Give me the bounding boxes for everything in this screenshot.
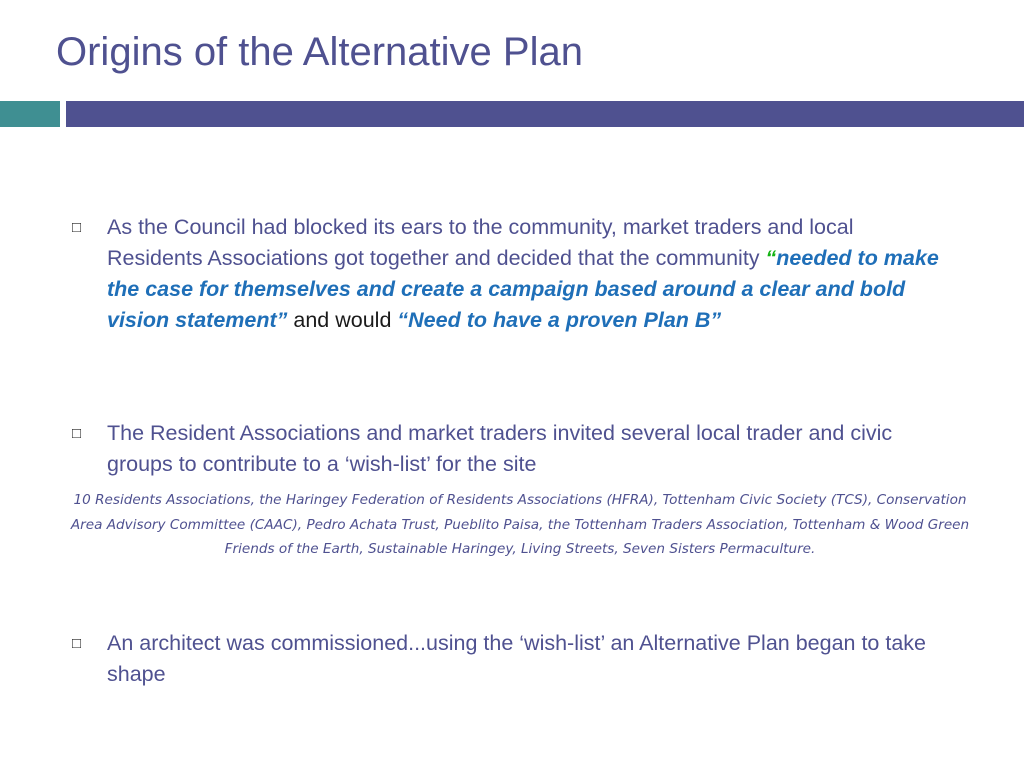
bullet-text-connector: and would	[287, 308, 398, 332]
bullet-square-icon: □	[72, 219, 82, 236]
bullet-architect	[72, 628, 952, 690]
quote-open-mark: “	[765, 246, 777, 270]
bullet-text-plain: As the Council had blocked its ears to the community, market traders and local Residents Associations got together and decided that the community	[107, 215, 854, 270]
header-accent-bar-purple	[66, 101, 1024, 127]
contributors-note: 10 Residents Associations, the Haringey Federation of Residents Associations (HFRA), Tottenham Civic Society (TCS), Conservation Area Advisory Committee (CAAC), Pedro Achata Trust, Pueblito Paisa, the Tottenham Traders Association, Tottenham & Wood Green Friends of the Earth, Sustainable Haringey, Living Streets, Seven Sisters Permaculture.	[70, 492, 970, 557]
bullet-square-icon: □	[72, 635, 82, 652]
bullet-text: The Resident Associations and market traders invited several local trader and civic groups to contribute to a ‘wish-list’ for the site	[107, 421, 893, 476]
quote-campaign: needed to make the case for themselves and create a campaign based around a clear and bold vision statement”	[107, 246, 939, 332]
slide-title: Origins of the Alternative Plan	[56, 30, 583, 74]
quote-plan-b: “Need to have a proven Plan B”	[397, 308, 722, 332]
bullet-text	[107, 212, 952, 336]
bullet-text: An architect was commissioned...using the ‘wish-list’ an Alternative Plan began to take shape	[107, 631, 927, 686]
bullet-council	[72, 212, 952, 336]
bullet-square-icon: □	[72, 425, 82, 442]
header-accent-bar-teal	[0, 101, 60, 127]
bullet-wish-list	[72, 418, 952, 480]
